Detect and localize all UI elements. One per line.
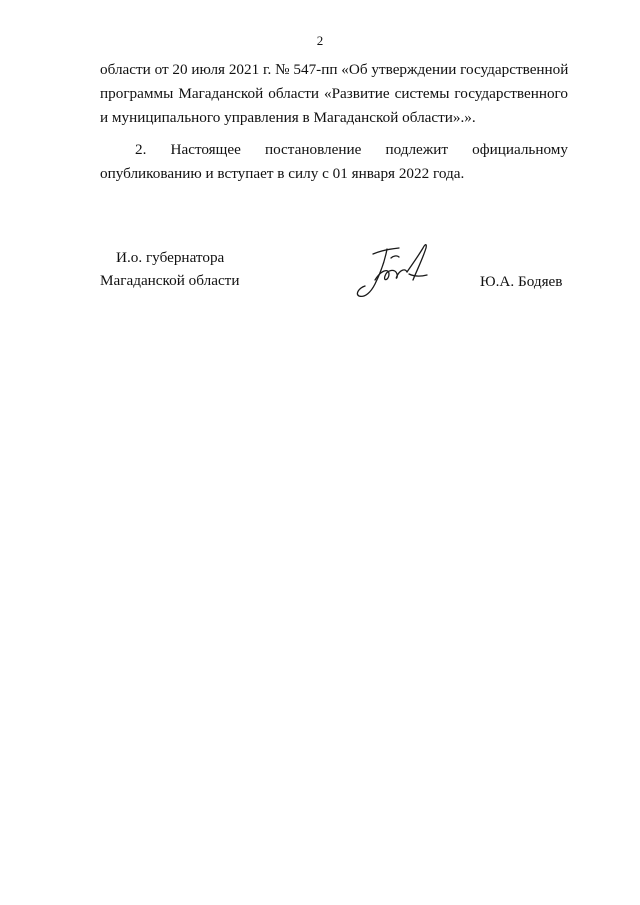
paragraph-1-line-3: и муниципального управления в Магаданской области».». — [100, 109, 476, 126]
paragraph-1-line-1: области от 20 июля 2021 г. № 547-пп «Об утверждении государственной — [100, 61, 569, 78]
signatory-title-line-1: И.о. губернатора — [116, 249, 225, 266]
paragraph-1-line-2: программы Магаданской области «Развитие системы государственного — [100, 85, 568, 102]
signatory-name: Ю.А. Бодяев — [480, 273, 563, 290]
paragraph-1 — [100, 58, 568, 130]
page-number: 2 — [316, 33, 324, 48]
paragraph-2 — [100, 138, 568, 186]
signatory-title — [100, 246, 239, 292]
paragraph-2-line-2: опубликованию и вступает в силу с 01 января 2022 года. — [100, 165, 465, 182]
handwritten-signature-icon — [345, 240, 440, 302]
signatory-title-line-2: Магаданской области — [100, 272, 240, 289]
paragraph-2-line-1: 2. Настоящее постановление подлежит официальному — [135, 141, 568, 158]
